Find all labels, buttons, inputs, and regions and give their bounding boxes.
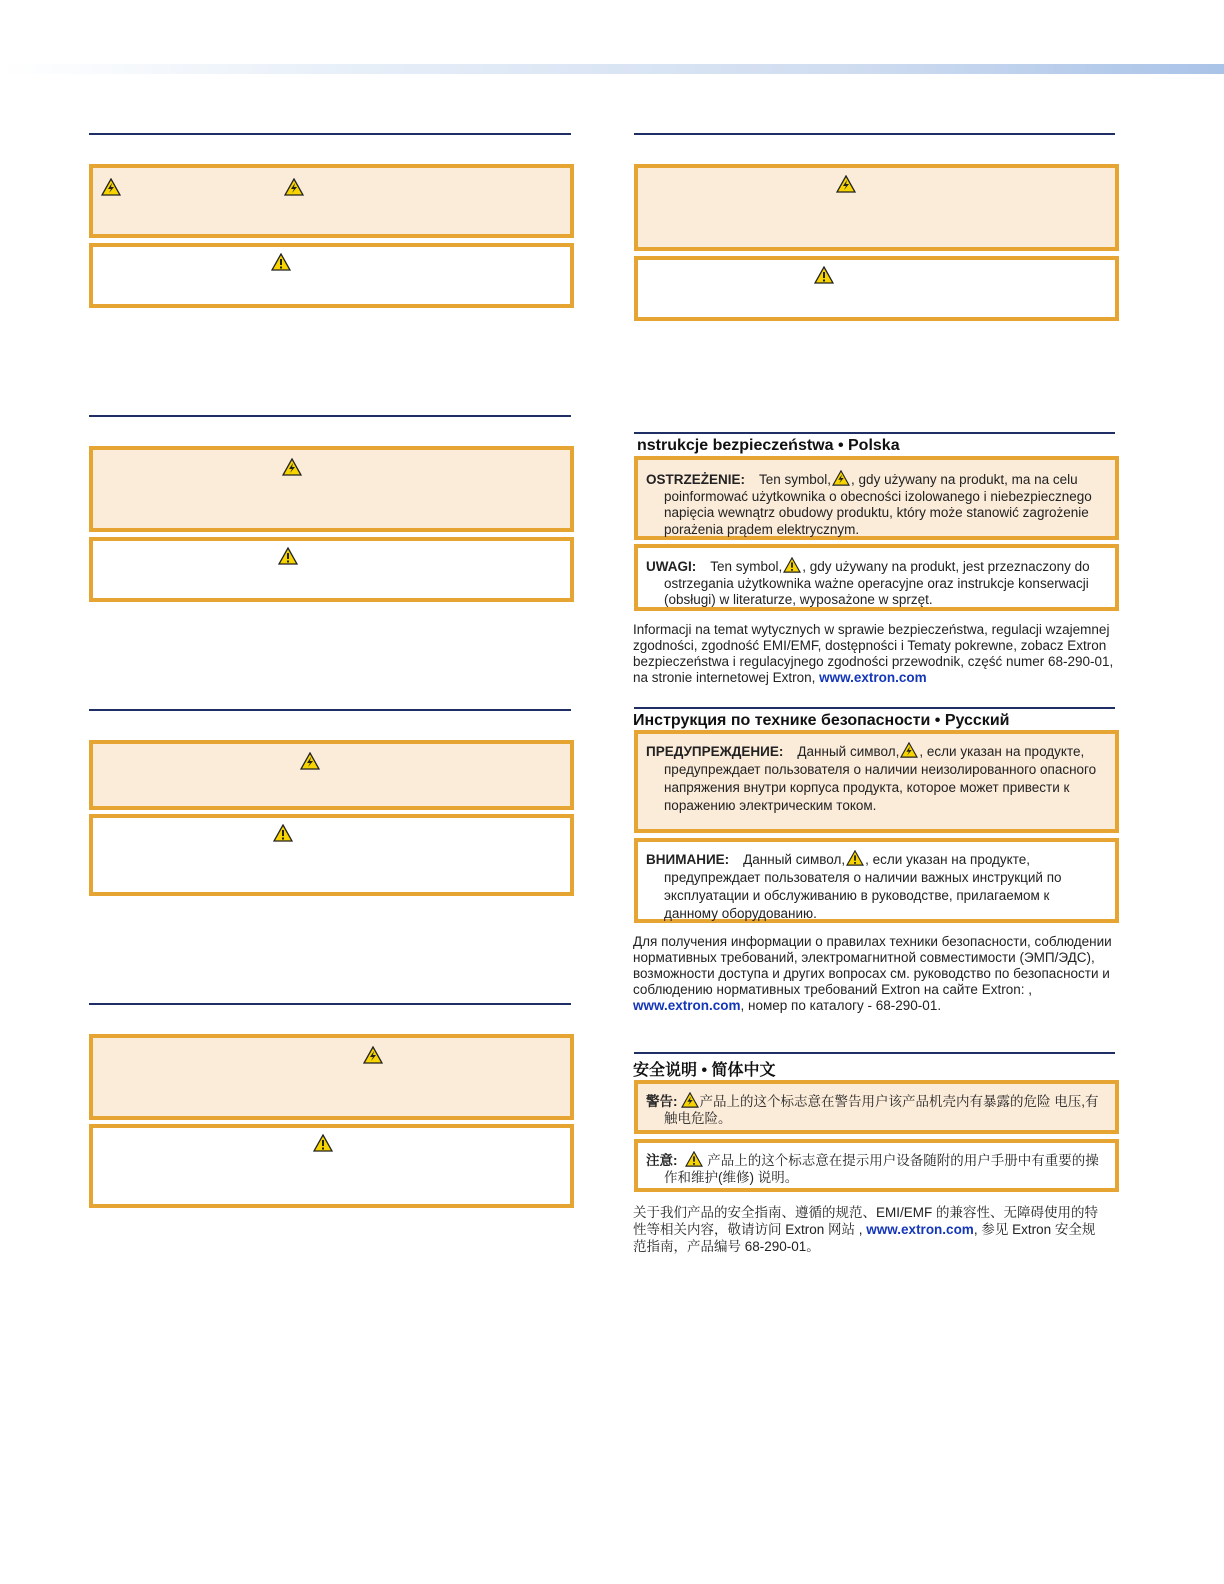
polska-caution-text-after: , gdy używany na produkt, jest przeznaczony do ostrzegania użytkownika ważne operacyjne oraz instrukcje konserwacji (obsługi) w literaturze, wyposażone w sprzęt. <box>664 559 1090 607</box>
polska-heading: nstrukcje bezpieczeństwa • Polska <box>637 437 900 454</box>
russian-caution-label: ВНИМАНИЕ: <box>646 852 730 867</box>
section-rule-left-2 <box>89 415 571 417</box>
lightning-warning-icon <box>832 470 850 486</box>
polska-warning-box <box>634 456 1119 540</box>
russian-info-paragraph <box>633 934 1117 1014</box>
chinese-caution-label: 注意: <box>646 1153 678 1168</box>
caution-box-left-4 <box>89 1124 574 1208</box>
russian-warning-text-after: , если указан на продукте, предупреждает пользователя о наличии неизолированного опасного напряжения внутри корпуса продукта, которое может привести к поражению электрическим током. <box>664 744 1097 813</box>
section-rule-russian <box>634 707 1115 709</box>
lightning-warning-icon <box>836 175 856 193</box>
exclamation-warning-icon <box>685 1151 703 1167</box>
exclamation-warning-icon <box>846 850 864 866</box>
chinese-heading: 安全说明 • 简体中文 <box>633 1062 776 1079</box>
chinese-caution-box <box>634 1139 1119 1192</box>
section-rule-left-1 <box>89 133 571 135</box>
polska-caution-text-before: Ten symbol, <box>710 559 783 574</box>
exclamation-warning-icon <box>313 1134 333 1152</box>
section-rule-right-1 <box>634 133 1115 135</box>
caution-box-right-1 <box>634 256 1119 321</box>
russian-warning-box <box>634 730 1119 833</box>
caution-box-left-3 <box>89 814 574 896</box>
polska-warning-label: OSTRZEŻENIE: <box>646 472 746 487</box>
exclamation-warning-icon <box>783 557 801 573</box>
russian-info-text-after: , номер по каталогу - 68-290-01. <box>740 998 942 1013</box>
chinese-info-paragraph <box>633 1204 1103 1255</box>
chinese-caution-text: 产品上的这个标志意在提示用户设备随附的用户手册中有重要的操作和维护(维修) 说明。 <box>664 1153 1099 1185</box>
polska-caution-label: UWAGI: <box>646 559 697 574</box>
chinese-extron-link[interactable]: www.extron.com <box>866 1222 974 1237</box>
chinese-warning-label: 警告: <box>646 1094 678 1109</box>
polska-warning-text-after: , gdy używany na produkt, ma na celu poinformować użytkownika o obecności izolowanego i niebezpiecznego napięcia wewnątrz obudowy produktu, który może stanowić zagrożenie porażenia prądem elektrycznym. <box>664 472 1092 537</box>
warning-box-left-3 <box>89 740 574 810</box>
chinese-warning-text: 产品上的这个标志意在警告用户该产品机壳内有暴露的危险 电压,有触电危险。 <box>664 1094 1099 1126</box>
caution-box-left-1 <box>89 243 574 308</box>
russian-info-text: Для получения информации о правилах техники безопасности, соблюдении нормативных требований, электромагнитной совместимости (ЭМП/ЭДС), возможности доступа и других вопросах см. руководство по безопасности и соблюдению нормативных требований Extron на сайте Extron: , <box>633 934 1112 997</box>
chinese-info-text: 关于我们产品的安全指南、遵循的规范、EMI/EMF 的兼容性、无障碍使用的特性等相关内容，敬请访问 Extron 网站 , <box>633 1205 1098 1237</box>
header-gradient-bar <box>0 64 1224 74</box>
russian-warning-text-before: Данный символ, <box>797 744 900 759</box>
polska-info-text: Informacji na temat wytycznych w sprawie bezpieczeństwa, regulacji wzajemnej zgodności, zgodność EMI/EMF, dostępności i Tematy pokrewne, zobacz Extron bezpieczeństwa i regulacyjnego zgodności przewodnik, część numer 68-290-01, na stronie internetowej Extron, <box>633 622 1114 685</box>
russian-warning-label: ПРЕДУПРЕЖДЕНИЕ: <box>646 744 784 759</box>
lightning-warning-icon <box>900 742 918 758</box>
russian-caution-box <box>634 838 1119 923</box>
warning-box-left-4 <box>89 1034 574 1120</box>
lightning-warning-icon <box>282 458 302 476</box>
section-rule-left-4 <box>89 1003 571 1005</box>
polska-extron-link[interactable]: www.extron.com <box>819 670 927 685</box>
lightning-warning-icon <box>681 1092 699 1108</box>
chinese-info-text-after: , 参见 Extron 安全规范指南，产品编号 68-290-01。 <box>633 1222 1096 1254</box>
section-rule-chinese <box>634 1052 1115 1054</box>
exclamation-warning-icon <box>273 824 293 842</box>
warning-box-right-1 <box>634 164 1119 251</box>
russian-caution-text-before: Данный символ, <box>743 852 846 867</box>
lightning-warning-icon <box>300 752 320 770</box>
lightning-warning-icon <box>284 178 304 196</box>
warning-box-left-1 <box>89 164 574 238</box>
section-rule-polska <box>634 432 1115 434</box>
exclamation-warning-icon <box>271 253 291 271</box>
polska-info-paragraph <box>633 622 1117 686</box>
warning-box-left-2 <box>89 446 574 532</box>
polska-caution-box <box>634 544 1119 611</box>
chinese-warning-box <box>634 1080 1119 1134</box>
russian-heading: Инструкция по технике безопасности • Русский <box>633 712 1010 729</box>
polska-warning-text-before: Ten symbol, <box>759 472 832 487</box>
russian-extron-link[interactable]: www.extron.com <box>633 998 741 1013</box>
exclamation-warning-icon <box>814 266 834 284</box>
section-rule-left-3 <box>89 709 571 711</box>
lightning-warning-icon <box>101 178 121 196</box>
lightning-warning-icon <box>363 1046 383 1064</box>
caution-box-left-2 <box>89 537 574 602</box>
exclamation-warning-icon <box>278 547 298 565</box>
russian-caution-text-after: , если указан на продукте, предупреждает пользователя о наличии важных инструкций по эксплуатации и обслуживанию в руководстве, прилагаемом к данному оборудованию. <box>664 852 1062 921</box>
